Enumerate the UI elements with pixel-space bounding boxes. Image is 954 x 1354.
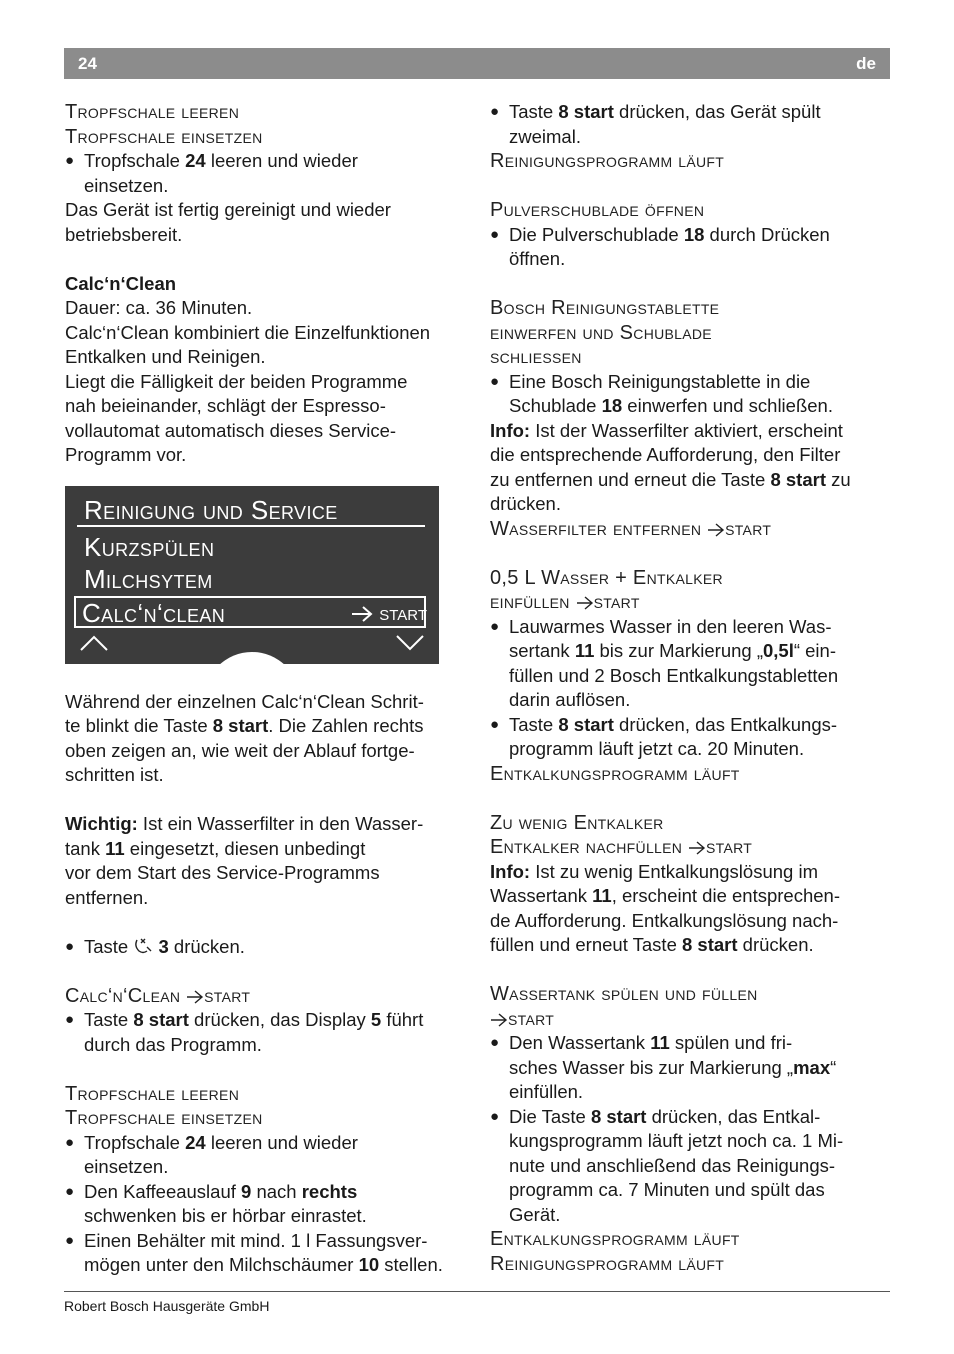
step-heading: Entkalkungsprogramm läuft [490, 1228, 740, 1250]
paragraph-line: betriebsbereit. [65, 223, 183, 245]
bullet-continuation: durch das Programm. [84, 1033, 262, 1055]
left-column [65, 100, 467, 1278]
paragraph-line: Während der einzelnen Calc‘n‘Clean Schrit- [65, 690, 424, 712]
info-line: Wassertank 11, erscheint die entsprechen- [490, 885, 840, 906]
step-heading: Pulverschublade öffnen [490, 199, 705, 221]
bullet-item: ● Taste 3 drücken. [65, 935, 467, 960]
step-heading: Zu wenig Entkalker [490, 811, 664, 834]
warning-line: entfernen. [65, 886, 149, 908]
chevron-down-icon [395, 634, 425, 652]
info-line: Info: Ist zu wenig Entkalkungslösung im [490, 860, 818, 882]
step-heading: 0,5 L Wasser + Entkalker [490, 566, 723, 589]
bullet-continuation: programm läuft jetzt ca. 20 Minuten. [509, 738, 805, 759]
bullet-item: ● Eine Bosch Reinigungstablette in die [490, 370, 892, 395]
display-menu-item-selected: Calc‘n‘clean [82, 597, 226, 628]
arrow-right-icon [351, 606, 373, 622]
paragraph-line: Liegt die Fälligkeit der beiden Programme [65, 370, 408, 392]
bullet-continuation: programm ca. 7 Minuten und spült das [509, 1179, 825, 1200]
step-heading: Reinigungsprogramm läuft [490, 150, 725, 172]
arrow-right-icon [490, 1013, 508, 1027]
bullet-continuation: Gerät. [509, 1203, 561, 1225]
bullet-item: ● Die Taste 8 start drücken, das Entkal- [490, 1105, 892, 1130]
paragraph-line: te blinkt die Taste 8 start. Die Zahlen rechts [65, 715, 424, 736]
paragraph-line: nah beieinander, schlägt der Espresso- [65, 395, 386, 416]
page-number: 24 [78, 54, 97, 73]
clean-icon [133, 937, 153, 955]
bullet-continuation: kungsprogramm läuft jetzt noch ca. 1 Mi- [509, 1130, 844, 1151]
bullet-item: ● Taste 8 start drücken, das Display 5 führt [65, 1008, 467, 1033]
info-line: de Aufforderung. Entkalkungslösung nach- [490, 909, 839, 931]
bullet-item: ● Taste 8 start drücken, das Entkalkungs- [490, 713, 892, 738]
warning-line: tank 11 eingesetzt, diesen unbedingt [65, 837, 366, 859]
device-display-illustration [65, 486, 439, 664]
paragraph-line: schritten ist. [65, 764, 164, 785]
footer-divider [64, 1291, 890, 1292]
display-menu-item: Milchsytem [84, 563, 213, 594]
arrow-right-icon [688, 841, 706, 855]
bullet-continuation: öffnen. [509, 248, 566, 269]
step-heading: Reinigungsprogramm läuft [490, 1252, 725, 1275]
bullet-item: ● Lauwarmes Wasser in den leeren Was- [490, 615, 892, 640]
bullet-continuation: sches Wasser bis zur Markierung „max“ [509, 1056, 837, 1078]
info-line: zu entfernen und erneut die Taste 8 start zu [490, 468, 851, 490]
bullet-item: ● Tropfschale 24 leeren und wieder [65, 1131, 467, 1156]
step-heading: Tropfschale einsetzen [65, 125, 263, 148]
bullet-continuation: zweimal. [509, 125, 581, 147]
chevron-up-icon [79, 634, 109, 652]
bullet-continuation: einfüllen. [509, 1081, 584, 1102]
display-divider [77, 525, 425, 527]
display-start-action: start [351, 601, 427, 626]
bullet-item: ● Den Kaffeeauslauf 9 nach rechts [65, 1180, 467, 1205]
paragraph-line: oben zeigen an, wie weit der Ablauf fortge- [65, 739, 415, 761]
footer-company: Robert Bosch Hausgeräte GmbH [64, 1298, 270, 1314]
arrow-right-icon [576, 596, 594, 610]
paragraph-line: Entkalken und Reinigen. [65, 346, 266, 367]
bullet-continuation: füllen und 2 Bosch Entkalkungstabletten [509, 664, 839, 686]
step-heading: Entkalker nachfüllen start [490, 836, 753, 858]
bullet-item: ● Den Wassertank 11 spülen und fri- [490, 1031, 892, 1056]
arrow-right-icon [186, 990, 204, 1004]
bullet-continuation: einsetzen. [84, 174, 169, 196]
step-heading: schliessen [490, 346, 582, 368]
page-header-bar [64, 48, 890, 79]
bullet-item: ● Tropfschale 24 leeren und wieder [65, 149, 467, 174]
rotary-knob [204, 652, 300, 664]
bullet-item: ● Die Pulverschublade 18 durch Drücken [490, 223, 892, 248]
bullet-item: ● Taste 8 start drücken, das Gerät spült [490, 100, 892, 125]
paragraph-line: Calc‘n‘Clean kombiniert die Einzelfunktionen [65, 321, 431, 343]
step-heading: Bosch Reinigungstablette [490, 297, 720, 319]
right-column [490, 100, 892, 1276]
step-heading: einfüllen start [490, 591, 640, 613]
step-heading: Calc‘n‘Clean start [65, 984, 251, 1007]
step-heading: Tropfschale leeren [65, 101, 240, 123]
step-heading: Tropfschale leeren [65, 1082, 240, 1105]
step-heading: Wasserfilter entfernen start [490, 517, 772, 540]
paragraph-line: Das Gerät ist fertig gereinigt und wieder [65, 199, 391, 220]
warning-line: Wichtig: Ist ein Wasserfilter in den Wasser- [65, 813, 424, 834]
display-menu-item: Kurzspülen [84, 531, 215, 562]
bullet-continuation: sertank 11 bis zur Markierung „0,5l“ ein- [509, 640, 836, 661]
step-heading: start [490, 1007, 892, 1032]
info-line: füllen und erneut Taste 8 start drücken. [490, 934, 814, 955]
step-heading: Tropfschale einsetzen [65, 1107, 263, 1129]
paragraph-line: vollautomat automatisch dieses Service- [65, 419, 397, 441]
step-heading: einwerfen und Schublade [490, 321, 712, 344]
paragraph-line: Dauer: ca. 36 Minuten. [65, 297, 253, 318]
display-menu-title: Reinigung und Service [84, 494, 338, 525]
bullet-continuation: nute und anschließend das Reinigungs- [509, 1154, 836, 1176]
info-line: Info: Ist der Wasserfilter aktiviert, erscheint [490, 419, 843, 441]
info-line: die entsprechende Aufforderung, den Filter [490, 444, 841, 465]
bullet-continuation: mögen unter den Milchschäumer 10 stellen. [84, 1254, 443, 1275]
paragraph-line: Programm vor. [65, 444, 187, 465]
bullet-continuation: schwenken bis er hörbar einrastet. [84, 1205, 367, 1226]
step-heading: Wassertank spülen und füllen [490, 983, 758, 1005]
bullet-continuation: einsetzen. [84, 1156, 169, 1177]
bullet-continuation: Schublade 18 einwerfen und schließen. [509, 395, 833, 416]
step-heading: Entkalkungsprogramm läuft [490, 762, 740, 785]
arrow-right-icon [707, 523, 725, 537]
language-code: de [856, 54, 876, 73]
info-line: drücken. [490, 493, 561, 514]
section-title: Calc‘n‘Clean [65, 272, 177, 294]
warning-line: vor dem Start des Service-Programms [65, 862, 380, 883]
bullet-item: ● Einen Behälter mit mind. 1 l Fassungsver- [65, 1229, 467, 1254]
bullet-continuation: darin auflösen. [509, 689, 631, 710]
